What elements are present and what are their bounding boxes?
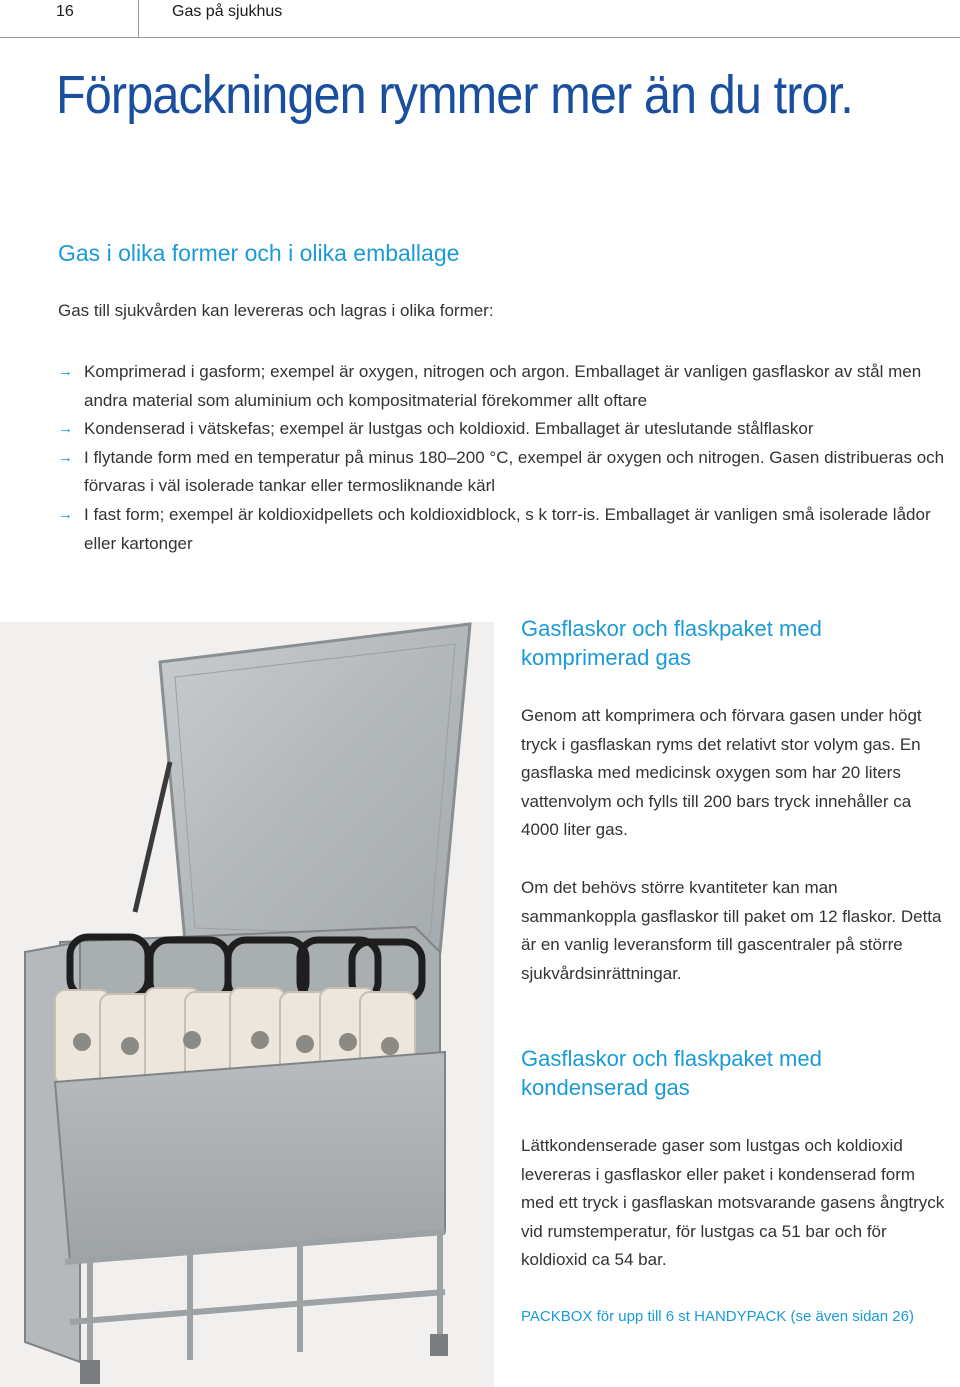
section-compressed-paragraph-1: Genom att komprimera och förvara gasen under högt tryck i gasflaskan ryms det relativt stor volym gas. En gasflaska med medicinsk oxygen som har 20 liters vattenvolym och fylls till 200 bars tryck innehåller ca 4000 liter gas.	[521, 706, 922, 840]
arrow-icon: →	[58, 448, 73, 466]
intro-text: Gas till sjukvården kan levereras och lagras i olika former:	[58, 301, 494, 320]
header-rule	[0, 37, 960, 38]
forms-list	[58, 358, 948, 558]
section-condensed-title: Gasflaskor och flaskpaket med kondenserad gas	[521, 1046, 822, 1100]
packbox-photo	[0, 622, 494, 1387]
arrow-icon: →	[58, 363, 73, 380]
list-item: → I flytande form med en temperatur på minus 180–200 °C, exempel är oxygen och nitrogen. Gasen distribueras och förvaras i väl isolerade tankar eller termosliknande kärl	[58, 444, 948, 501]
list-item: → Kondenserad i vätskefas; exempel är lustgas och koldioxid. Emballaget är uteslutande stålflaskor	[58, 415, 948, 444]
page-title: Förpackningen rymmer mer än du tror.	[56, 65, 853, 125]
subheading: Gas i olika former och i olika emballage	[58, 240, 460, 266]
section-name: Gas på sjukhus	[172, 3, 283, 20]
arrow-icon: →	[58, 505, 73, 523]
photo-caption: PACKBOX för upp till 6 st HANDYPACK (se även sidan 26)	[521, 1308, 914, 1325]
page-number: 16	[56, 3, 74, 20]
section-compressed-title: Gasflaskor och flaskpaket med komprimerad gas	[521, 616, 822, 670]
packbox-illustration	[0, 622, 494, 1387]
list-item: → Komprimerad i gasform; exempel är oxygen, nitrogen och argon. Emballaget är vanligen gasflaskor av stål men andra material som aluminium och kompositmaterial förekommer allt oftare	[58, 358, 948, 415]
list-item: → I fast form; exempel är koldioxidpellets och koldioxidblock, s k torr-is. Emballaget är vanligen små isolerade lådor eller kartonger	[58, 501, 948, 558]
header-divider	[138, 0, 139, 38]
page-header	[0, 0, 960, 38]
section-condensed-paragraph: Lättkondenserade gaser som lustgas och koldioxid levereras i gasflaskor eller paket i kondenserad form med ett tryck i gasflaskan motsvarande gasens ångtryck vid rumstemperatur, för lustgas ca 51 bar och för koldioxid ca 54 bar.	[521, 1136, 945, 1270]
section-compressed-paragraph-2: Om det behövs större kvantiteter kan man sammankoppla gasflaskor till paket om 12 flaskor. Detta är en vanlig leveransform till gascentraler på större sjukvårdsinrättningar.	[521, 878, 942, 983]
arrow-icon: →	[58, 420, 73, 438]
